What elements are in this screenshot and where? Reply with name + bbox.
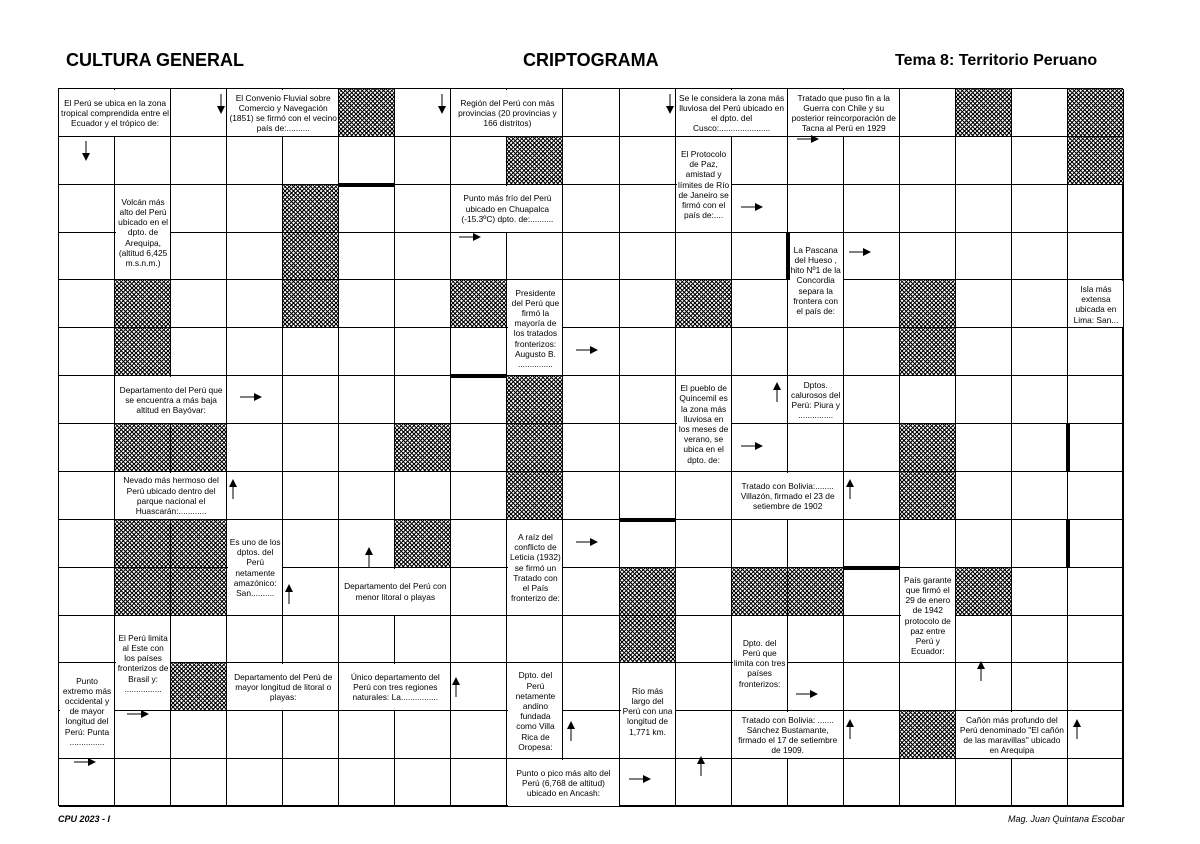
- arrow-down-icon: [666, 94, 674, 114]
- clue-canon: Cañón más profundo del Perú denominado "El cañón de las maravillas" ubicado en Arequipa: [957, 712, 1067, 758]
- arrow-right-icon: [797, 135, 819, 143]
- clue-quincemil: El pueblo de Quincemil es la zona más lluviosa en los meses de verano, se ubica en el dpto. de:: [677, 377, 731, 471]
- clue-tratado-villazon: Tratado con Bolivia:........ Villazón, firmado el 23 de setiembre de 1902: [733, 473, 843, 519]
- clue-punto-occidental: Punto extremo más occidental y de mayor longitud del Perú: Punta ...............: [60, 664, 114, 758]
- arrow-up-icon: [229, 479, 237, 499]
- arrow-right-icon: [576, 538, 598, 546]
- clue-nevado: Nevado más hermoso del Perú ubicado dentro del parque nacional el Huascarán:............: [116, 473, 226, 519]
- clue-villa-rica: Dpto. del Perú netamente andino fundada como Villa Rica de Oropesa:: [508, 664, 562, 758]
- arrow-up-icon: [846, 719, 854, 739]
- arrow-right-icon: [741, 203, 763, 211]
- clue-leticia: A raíz del conflicto de Leticia (1932) se firmó un Tratado con el País fronterizo de:: [508, 521, 562, 615]
- arrow-right-icon: [741, 442, 763, 450]
- clue-limite-este: El Perú limita al Este con los países fronterizos de Brasil y: ................: [116, 617, 170, 711]
- clue-tratado-chile: Tratado que puso fin a la Guerra con Chile y su posterior reincorporación de Tacna al Perú en 1929: [789, 90, 899, 136]
- arrow-up-icon: [285, 584, 293, 604]
- crossword-grid: [58, 88, 1123, 806]
- clue-punto-frio: Punto más frío del Perú ubicado en Chuapalca (-15.3ºC) dpto. de:..........: [452, 186, 562, 232]
- arrow-down-icon: [217, 94, 225, 114]
- direction-arrows: [59, 89, 1124, 807]
- clue-bayovar: Departamento del Perú que se encuentra a más baja altitud en Bayóvar:: [116, 377, 226, 423]
- arrow-up-icon: [977, 661, 985, 681]
- header-right: Tema 8: Territorio Peruano: [895, 52, 1098, 69]
- clue-region-provincias: Región del Perú con más provincias (20 provincias y 166 distritos): [452, 90, 562, 136]
- clue-pascana-hueso: La Pascana del Hueso , hito Nº1 de la Concordia separa la frontera con el país de:: [789, 234, 843, 328]
- clue-zona-lluviosa-cusco: Se le considera la zona más lluviosa del Perú ubicado en el dpto. del Cusco:......................: [677, 90, 787, 136]
- arrow-up-icon: [846, 479, 854, 499]
- arrow-right-icon: [576, 346, 598, 354]
- arrow-right-icon: [629, 775, 651, 783]
- header-left: CULTURA GENERAL: [66, 50, 244, 70]
- clue-tropico: El Perú se ubica en la zona tropical comprendida entre el Ecuador y el trópico de:: [60, 90, 170, 136]
- clue-rio-largo: Río más largo del Perú con una longitud de 1,771 km.: [621, 664, 675, 758]
- footer-left: CPU 2023 - I: [58, 814, 111, 824]
- clue-amazonico: Es uno de los dptos. del Perú netamente amazónico: San..........: [228, 521, 282, 615]
- arrow-up-icon: [1073, 719, 1081, 739]
- clue-convenio-fluvial: El Convenio Fluvial sobre Comercio y Navegación (1851) se firmó con el vecino país de:..........: [228, 90, 338, 136]
- clue-volcan: Volcán más alto del Perú ubicado en el dpto. de Arequipa, (altitud 6,425 m.s.n.m.): [116, 186, 170, 280]
- clue-tres-regiones: Único departamento del Perú con tres regiones naturales: La................: [340, 664, 450, 710]
- arrow-right-icon: [127, 710, 149, 718]
- clue-tres-paises: Dpto. del Perú que limita con tres países fronterizos:: [733, 617, 787, 711]
- arrow-down-icon: [438, 94, 446, 114]
- arrow-up-icon: [697, 756, 705, 776]
- header-center: CRIPTOGRAMA: [523, 50, 659, 70]
- footer-right: Mag. Juan Quintana Escobar: [1008, 814, 1125, 824]
- clue-isla: Isla más extensa ubicada en Lima: San...: [1069, 281, 1123, 327]
- clue-presidente: Presidente del Perú que firmó la mayoría de los tratados fronterizos: Augusto B. ...............: [508, 281, 562, 375]
- arrow-up-icon: [773, 382, 781, 402]
- clue-pais-garante: País garante que firmó el 29 de enero de 1942 protocolo de paz entre Perú y Ecuador:: [901, 569, 955, 663]
- clue-protocolo-rio: El Protocolo de Paz, amistad y límites de Río de Janeiro se firmó con el país de:....: [677, 138, 731, 232]
- arrow-up-icon: [365, 547, 373, 567]
- clue-pico-alto: Punto o pico más alto del Perú (6,768 de altitud) ubicado en Ancash:: [508, 760, 618, 806]
- arrow-right-icon: [849, 248, 871, 256]
- clue-menor-litoral: Departamento del Perú con menor litoral o playas: [340, 569, 450, 615]
- clue-dptos-calurosos: Dptos. calurosos del Perú: Piura y ...............: [789, 377, 843, 423]
- arrow-up-icon: [567, 721, 575, 741]
- arrow-right-icon: [240, 393, 262, 401]
- arrow-down-icon: [82, 141, 90, 161]
- arrow-right-icon: [796, 690, 818, 698]
- clue-sanchez-bustamante: Tratado con Bolivia: ....... Sánchez Bustamante, firmado el 17 de setiembre de 1909.: [733, 712, 843, 758]
- arrow-up-icon: [452, 677, 460, 697]
- arrow-right-icon: [74, 758, 96, 766]
- clue-mayor-litoral: Departamento del Perú de mayor longitud de litoral o playas:: [228, 664, 338, 710]
- arrow-right-icon: [459, 233, 481, 241]
